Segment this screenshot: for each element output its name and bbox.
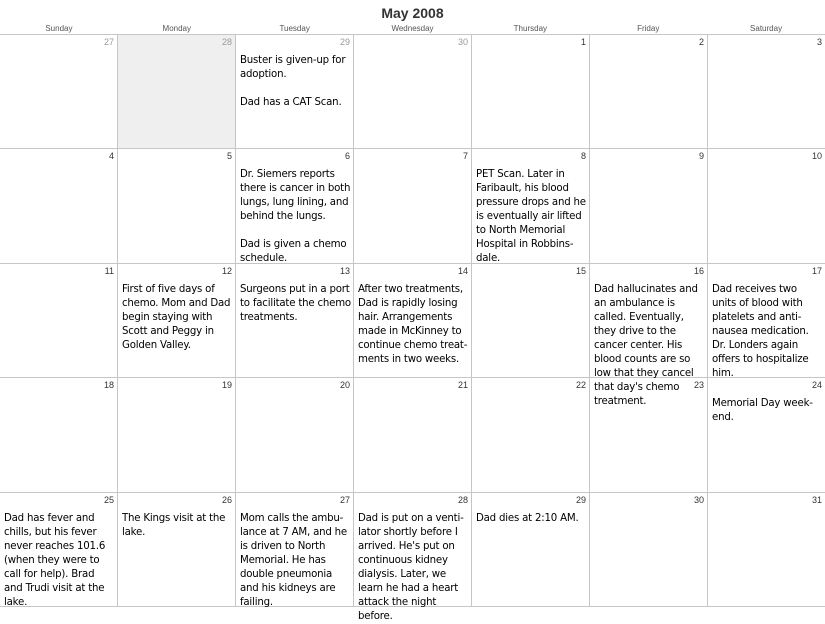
calendar-event[interactable]: Dad dies at 2:10 AM. bbox=[476, 513, 579, 524]
calendar-event[interactable]: Buster is given-up for adoption. Dad has a CAT Scan. bbox=[240, 55, 346, 108]
day-number: 22 bbox=[575, 380, 586, 390]
day-cell[interactable] bbox=[354, 35, 472, 149]
day-number: 7 bbox=[462, 151, 468, 161]
day-cell[interactable] bbox=[236, 264, 354, 378]
day-cell[interactable] bbox=[0, 149, 118, 264]
day-cell[interactable] bbox=[118, 493, 236, 607]
day-number: 4 bbox=[108, 151, 114, 161]
day-number: 9 bbox=[698, 151, 704, 161]
day-cell[interactable] bbox=[118, 149, 236, 264]
calendar-event[interactable]: First of five days of chemo. Mom and Dad begin staying with Scott and Peggy in Golden Valley. bbox=[122, 284, 231, 351]
day-number: 30 bbox=[457, 37, 468, 47]
calendar-event[interactable]: Surgeons put in a port to facilitate the chemo treatments. bbox=[240, 284, 351, 323]
day-number: 30 bbox=[693, 495, 704, 505]
day-cell[interactable] bbox=[708, 493, 825, 607]
day-cell[interactable] bbox=[236, 378, 354, 493]
day-number: 8 bbox=[580, 151, 586, 161]
day-number: 14 bbox=[457, 266, 468, 276]
day-cell[interactable] bbox=[236, 493, 354, 607]
day-number: 3 bbox=[816, 37, 822, 47]
day-number: 12 bbox=[221, 266, 232, 276]
day-number: 28 bbox=[221, 37, 232, 47]
day-number: 13 bbox=[339, 266, 350, 276]
day-cell[interactable] bbox=[118, 264, 236, 378]
day-cell[interactable] bbox=[708, 378, 825, 493]
day-number: 1 bbox=[580, 37, 586, 47]
day-cell[interactable] bbox=[236, 35, 354, 149]
day-number: 6 bbox=[344, 151, 350, 161]
day-cell[interactable] bbox=[118, 35, 236, 149]
day-cell[interactable] bbox=[472, 378, 590, 493]
day-cell[interactable] bbox=[590, 149, 708, 264]
calendar-title: May 2008 bbox=[381, 5, 444, 21]
day-cell[interactable] bbox=[354, 264, 472, 378]
day-cell[interactable] bbox=[590, 493, 708, 607]
day-cell[interactable] bbox=[472, 149, 590, 264]
day-number: 10 bbox=[811, 151, 822, 161]
day-cell[interactable] bbox=[472, 264, 590, 378]
day-cell[interactable] bbox=[708, 35, 825, 149]
day-cell[interactable] bbox=[0, 35, 118, 149]
calendar-event[interactable]: Dr. Siemers reports there is cancer in both lungs, lung lining, and behind the lungs. Dad is given a chemo schedule. bbox=[240, 169, 351, 264]
day-number: 26 bbox=[221, 495, 232, 505]
weekday-thursday: Thursday bbox=[513, 24, 548, 33]
day-number: 27 bbox=[339, 495, 350, 505]
day-cell[interactable] bbox=[590, 35, 708, 149]
day-number: 23 bbox=[693, 380, 704, 390]
day-number: 20 bbox=[339, 380, 350, 390]
calendar-event[interactable]: PET Scan. Later in Faribault, his blood pressure drops and he is eventually air lifted to North Memorial Hospital in Robbins-dale. bbox=[476, 169, 586, 264]
day-number: 16 bbox=[693, 266, 704, 276]
day-number: 25 bbox=[103, 495, 114, 505]
day-number: 31 bbox=[811, 495, 822, 505]
day-cell[interactable] bbox=[0, 378, 118, 493]
day-cell[interactable] bbox=[0, 264, 118, 378]
day-number: 28 bbox=[457, 495, 468, 505]
calendar-event[interactable]: Mom calls the ambu-lance at 7 AM, and he is driven to North Memorial. He has double pneumonia and his kidneys are failing. bbox=[240, 513, 347, 608]
day-cell[interactable] bbox=[0, 493, 118, 607]
day-number: 15 bbox=[575, 266, 586, 276]
weekday-saturday: Saturday bbox=[750, 24, 783, 33]
weekday-wednesday: Wednesday bbox=[391, 24, 434, 33]
weekday-sunday: Sunday bbox=[45, 24, 73, 33]
day-number: 29 bbox=[575, 495, 586, 505]
calendar-event[interactable]: The Kings visit at the lake. bbox=[122, 513, 226, 538]
weekday-tuesday: Tuesday bbox=[279, 24, 310, 33]
weekday-friday: Friday bbox=[637, 24, 660, 33]
day-cell[interactable] bbox=[472, 493, 590, 607]
day-cell[interactable] bbox=[708, 149, 825, 264]
day-cell[interactable] bbox=[236, 149, 354, 264]
day-cell[interactable] bbox=[354, 378, 472, 493]
calendar-event[interactable]: Dad hallucinates and an ambulance is called. Eventually, they drive to the cancer center. His blood counts are so low that they cancel that day's chemo treatment. bbox=[594, 284, 698, 407]
day-cell[interactable] bbox=[354, 493, 472, 622]
day-number: 17 bbox=[811, 266, 822, 276]
day-cell[interactable] bbox=[118, 378, 236, 493]
calendar-grid bbox=[0, 34, 825, 622]
day-number: 24 bbox=[811, 380, 822, 390]
day-cell[interactable] bbox=[472, 35, 590, 149]
calendar-event[interactable]: Dad is put on a venti-lator shortly before I arrived. He's put on continuous kidney dialysis. Later, we learn he had a heart attack the night before. bbox=[358, 513, 464, 622]
weekday-monday: Monday bbox=[162, 24, 191, 33]
day-cell[interactable] bbox=[708, 264, 825, 378]
day-number: 27 bbox=[103, 37, 114, 47]
calendar-event[interactable]: After two treatments, Dad is rapidly losing hair. Arrangements made in McKinney to continue chemo treat-ments in two weeks. bbox=[358, 284, 468, 365]
calendar-event[interactable]: Memorial Day week-end. bbox=[712, 398, 813, 423]
day-number: 29 bbox=[339, 37, 350, 47]
day-number: 5 bbox=[226, 151, 232, 161]
day-number: 11 bbox=[104, 266, 114, 276]
day-cell[interactable] bbox=[354, 149, 472, 264]
day-number: 18 bbox=[103, 380, 114, 390]
calendar-event[interactable]: Dad has fever and chills, but his fever never reaches 101.6 (when they were to call for help). Brad and Trudi visit at the lake. bbox=[4, 513, 106, 608]
weekday-header bbox=[0, 23, 825, 34]
day-cell[interactable] bbox=[590, 378, 708, 493]
day-number: 2 bbox=[698, 37, 704, 47]
day-number: 19 bbox=[221, 380, 232, 390]
day-number: 21 bbox=[457, 380, 468, 390]
calendar-event[interactable]: Dad receives two units of blood with platelets and anti-nausea medication. Dr. Londers again offers to hospitalize him. bbox=[712, 284, 809, 379]
